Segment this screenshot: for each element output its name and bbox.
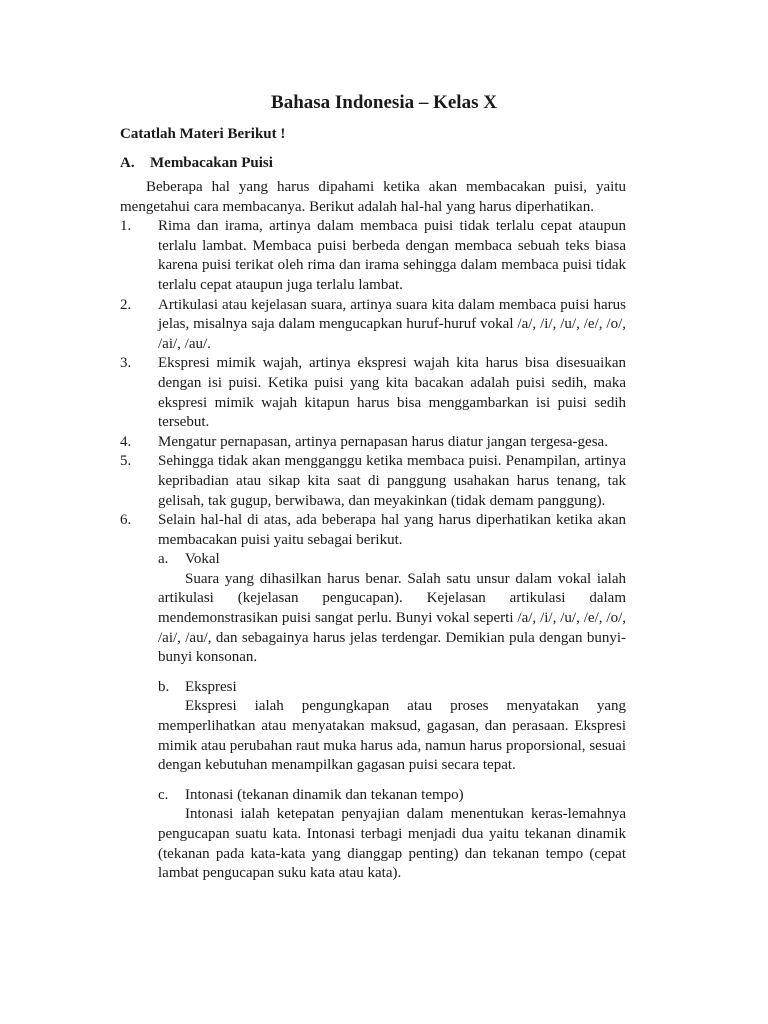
- list-text: Selain hal-hal di atas, ada beberapa hal yang harus diperhatikan ketika akan membacakan puisi yaitu sebagai berikut.: [158, 512, 626, 548]
- sub-item-title: Vokal: [185, 551, 220, 568]
- list-item: [120, 296, 626, 355]
- document-body: [120, 178, 626, 884]
- sub-item-ekspresi: [158, 678, 626, 776]
- section-title: Membacakan Puisi: [150, 155, 273, 171]
- sub-item-title: Intonasi (tekanan dinamik dan tekanan tempo): [185, 786, 464, 803]
- list-number: 5.: [120, 453, 132, 470]
- spacer: [158, 668, 626, 678]
- list-text: Rima dan irama, artinya dalam membaca puisi tidak terlalu cepat ataupun terlalu lambat. Membaca puisi berbeda dengan membaca sebuah teks biasa karena puisi terikat oleh rima dan irama sehingga dalam membaca puisi tidak terlalu cepat ataupun juga terlalu lambat.: [158, 218, 626, 293]
- instruction-heading: Catatlah Materi Berikut !: [120, 126, 286, 142]
- list-item: [120, 433, 626, 453]
- list-number: 2.: [120, 296, 132, 313]
- list-item: [120, 511, 626, 550]
- sub-item-heading: [158, 786, 626, 806]
- sub-item-intonasi: [158, 786, 626, 884]
- sub-item-text: Ekspresi ialah pengungkapan atau proses menyatakan yang memperlihatkan atau menyatakan maksud, gagasan, dan perasaan. Ekspresi mimik atau perubahan raut muka harus ada, namun harus proporsional, sesuai dengan kebutuhan menampilkan gagasan puisi secara tepat.: [158, 698, 626, 774]
- sub-item-title: Ekspresi: [185, 678, 237, 695]
- list-text: Ekspresi mimik wajah, artinya ekspresi wajah kita harus bisa disesuaikan dengan isi puisi. Ketika puisi yang kita bacakan adalah puisi sedih, maka ekspresi mimik wajah kitapun harus bisa menggambarkan isi puisi sedih tersebut.: [158, 355, 626, 431]
- list-number: 3.: [120, 355, 132, 372]
- sub-item-letter: a.: [158, 551, 169, 568]
- list-number: 4.: [120, 433, 132, 450]
- intro-paragraph: Beberapa hal yang harus dipahami ketika akan membacakan puisi, yaitu mengetahui cara membacanya. Berikut adalah hal-hal yang harus diperhatikan.: [120, 179, 626, 215]
- section-letter: A.: [120, 155, 135, 171]
- page-title: Bahasa Indonesia – Kelas X: [271, 92, 497, 113]
- list-number: 1.: [120, 218, 132, 235]
- list-text: Mengatur pernapasan, artinya pernapasan harus diatur jangan tergesa-gesa.: [158, 433, 608, 450]
- list-item: [120, 452, 626, 511]
- sub-item-vokal: [158, 550, 626, 668]
- sub-item-letter: b.: [158, 678, 170, 695]
- sub-list: [158, 550, 626, 884]
- sub-item-text: Intonasi ialah ketepatan penyajian dalam menentukan keras-lemahnya pengucapan suatu kata. Intonasi terbagi menjadi dua yaitu tekanan dinamik (tekanan pada kata-kata yang dianggap penting) dan tekanan tempo (cepat lambat pengucapan suku kata atau kata).: [158, 806, 626, 882]
- sub-item-heading: [158, 678, 626, 698]
- spacer: [158, 776, 626, 786]
- sub-item-letter: c.: [158, 786, 169, 803]
- list-text: Sehingga tidak akan mengganggu ketika membaca puisi. Penampilan, artinya kepribadian atau sikap kita saat di panggung usahakan harus tenang, tak gelisah, tak gugup, berwibawa, dan meyakinkan (tidak demam panggung).: [158, 453, 626, 509]
- list-text: Artikulasi atau kejelasan suara, artinya suara kita dalam membaca puisi harus jelas, misalnya saja dalam mengucapkan huruf-huruf vokal /a/, /i/, /u/, /e/, /o/, /ai/, /au/.: [158, 296, 626, 352]
- sub-item-heading: [158, 550, 626, 570]
- section-heading: [120, 155, 273, 172]
- list-item: [120, 217, 626, 295]
- sub-item-text: Suara yang dihasilkan harus benar. Salah satu unsur dalam vokal ialah artikulasi (kejelasan pengucapan). Kejelasan artikulasi dalam mendemonstrasikan puisi sangat perlu. Bunyi vokal seperti /a/, /i/, /u/, /e/, /o/, /ai/, /au/, dan sebagainya harus jelas terdengar. Demikian pula dengan bunyi-bunyi konsonan.: [158, 570, 626, 666]
- list-number: 6.: [120, 512, 132, 529]
- list-item: [120, 354, 626, 432]
